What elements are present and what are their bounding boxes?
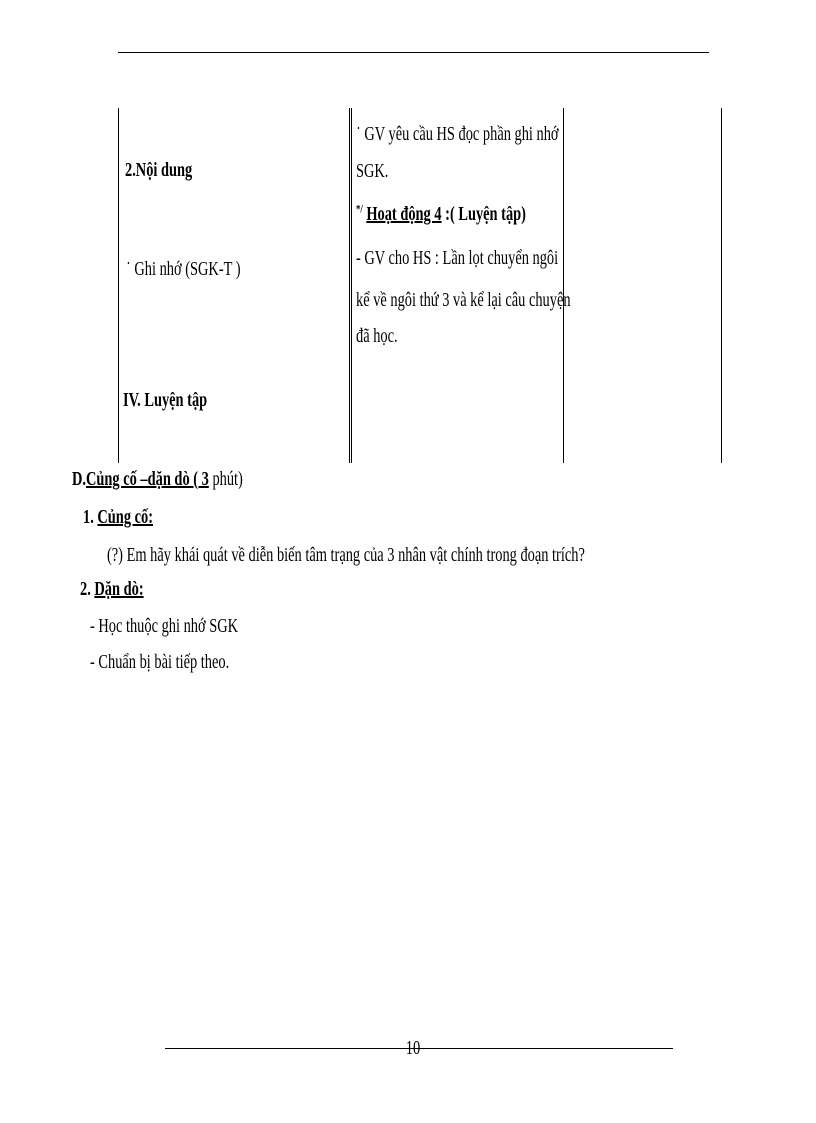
summary-heading: D.Củng cố –dặn dò ( 3 phút) bbox=[72, 468, 243, 490]
page-number: 10 bbox=[405, 1037, 421, 1059]
consolidation-question: (?) Em hãy khái quát về diễn biến tâm trạng của 3 nhân vật chính trong đoạn trích? bbox=[107, 544, 585, 566]
instruction-line-5: kể về ngôi thứ 3 và kể lại câu chuyện bbox=[356, 289, 571, 311]
table-border-middle-a bbox=[349, 108, 350, 463]
instruction-line-2: SGK. bbox=[356, 160, 389, 182]
activity-heading: */ Hoạt động 4 :( Luyện tập) bbox=[356, 201, 526, 225]
instruction-line-6: đã học. bbox=[356, 325, 398, 347]
homework-task-1: - Học thuộc ghi nhớ SGK bbox=[90, 615, 239, 637]
consolidation-heading: 1. Củng cố: bbox=[83, 506, 154, 528]
table-border-right-inner bbox=[563, 108, 564, 463]
bullet-icon: ˙ bbox=[356, 123, 361, 145]
instruction-line-4: - GV cho HS : Lần lọt chuyển ngôi bbox=[356, 247, 559, 269]
header-rule bbox=[118, 52, 709, 53]
bullet-icon: ˙ bbox=[126, 258, 131, 280]
section-title-content: 2.Nội dung bbox=[125, 159, 193, 181]
homework-task-2: - Chuẩn bị bài tiếp theo. bbox=[90, 651, 230, 673]
homework-heading: 2. Dặn dò: bbox=[80, 578, 144, 600]
table-border-left bbox=[118, 108, 119, 463]
instruction-line-1: ˙ GV yêu cầu HS đọc phần ghi nhớ bbox=[356, 123, 559, 145]
section-title-practice: IV. Luyện tập bbox=[123, 389, 208, 411]
memo-item: ˙ Ghi nhớ (SGK-T ) bbox=[126, 258, 241, 280]
table-border-middle-b bbox=[351, 108, 352, 463]
table-border-right bbox=[721, 108, 722, 463]
